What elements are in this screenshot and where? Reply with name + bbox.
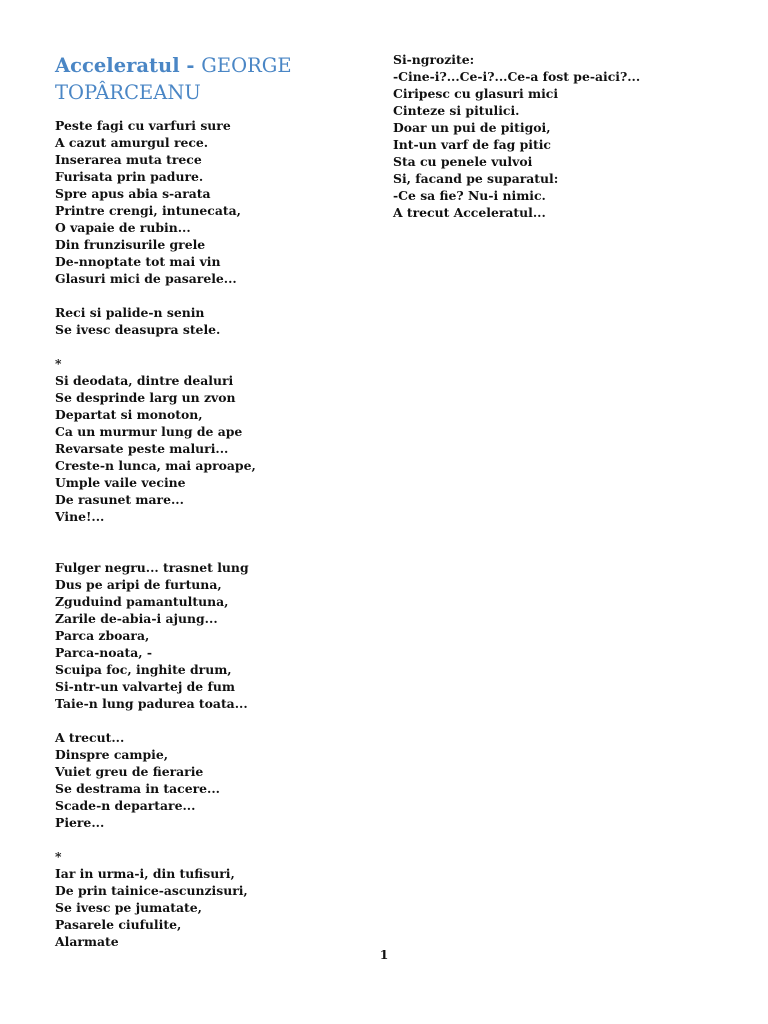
poem-line: A trecut... — [55, 730, 125, 745]
poem-line: Umple vaile vecine — [55, 475, 186, 490]
page-number: 1 — [379, 947, 389, 962]
poem-line: Parca zboara, — [55, 628, 150, 643]
poem-line: Iar in urma-i, din tufisuri, — [55, 866, 235, 881]
poem-line: A trecut Acceleratul... — [393, 205, 546, 220]
poem-line: Int-un varf de fag pitic — [393, 137, 551, 152]
poem-line: Zarile de-abia-i ajung... — [55, 611, 218, 626]
poem-line: Printre crengi, intunecata, — [55, 203, 241, 218]
poem-line: Reci si palide-n senin — [55, 305, 205, 320]
poem-line: Spre apus abia s-arata — [55, 186, 211, 201]
page-title — [55, 52, 355, 106]
poem-line: Scade-n departare... — [55, 798, 196, 813]
poem-line: Se desprinde larg un zvon — [55, 390, 236, 405]
poem-line: Glasuri mici de pasarele... — [55, 271, 237, 286]
poem-line: Parca-noata, - — [55, 645, 153, 660]
poem-line: Vine!... — [55, 509, 105, 524]
poem-line: Si deodata, dintre dealuri — [55, 373, 234, 388]
poem-line — [55, 338, 256, 355]
poem-line: Alarmate — [55, 934, 119, 949]
poem-line: De prin tainice-ascunzisuri, — [55, 883, 248, 898]
poem-column-right — [393, 51, 640, 221]
poem-column-left — [55, 117, 256, 950]
poem-line — [55, 712, 256, 729]
poem-line: Sta cu penele vulvoi — [393, 154, 533, 169]
poem-line: De-nnoptate tot mai vin — [55, 254, 221, 269]
poem-line: Departat si monoton, — [55, 407, 203, 422]
poem-line: Pasarele ciufulite, — [55, 917, 182, 932]
poem-line: Ciripesc cu glasuri mici — [393, 86, 559, 101]
poem-line: Si, facand pe suparatul: — [393, 171, 559, 186]
poem-line: Furisata prin padure. — [55, 169, 204, 184]
poem-line — [55, 287, 256, 304]
poem-line: Piere... — [55, 815, 105, 830]
poem-line: -Ce sa fie? Nu-i nimic. — [393, 188, 546, 203]
poem-line: Scuipa foc, inghite drum, — [55, 662, 232, 677]
poem-line — [55, 525, 256, 542]
poem-line: * — [55, 356, 62, 371]
poem-line: Se ivesc pe jumatate, — [55, 900, 202, 915]
poem-line: Se destrama in tacere... — [55, 781, 220, 796]
poem-line: Taie-n lung padurea toata... — [55, 696, 248, 711]
poem-line: Inserarea muta trece — [55, 152, 202, 167]
poem-line: Dus pe aripi de furtuna, — [55, 577, 222, 592]
poem-line: Zguduind pamantultuna, — [55, 594, 229, 609]
poem-line: Si-ngrozite: — [393, 52, 475, 67]
poem-line — [55, 542, 256, 559]
title-separator: - — [179, 54, 202, 77]
poem-line: * — [55, 849, 62, 864]
poem-line: Dinspre campie, — [55, 747, 169, 762]
poem-line: Creste-n lunca, mai aproape, — [55, 458, 256, 473]
poem-line — [55, 831, 256, 848]
poem-line: Vuiet greu de fierarie — [55, 764, 204, 779]
poem-line: Ca un murmur lung de ape — [55, 424, 243, 439]
poem-line: Doar un pui de pitigoi, — [393, 120, 551, 135]
poem-line: Din frunzisurile grele — [55, 237, 206, 252]
poem-line: Si-ntr-un valvartej de fum — [55, 679, 235, 694]
poem-line: De rasunet mare... — [55, 492, 184, 507]
poem-line: Se ivesc deasupra stele. — [55, 322, 221, 337]
poem-line: Cinteze si pitulici. — [393, 103, 520, 118]
title-author: GEORGE TOPÂRCEANU — [55, 54, 292, 104]
poem-line: O vapaie de rubin... — [55, 220, 191, 235]
poem-line: -Cine-i?...Ce-i?...Ce-a fost pe-aici?... — [393, 69, 641, 84]
poem-line: A cazut amurgul rece. — [55, 135, 209, 150]
poem-line: Fulger negru... trasnet lung — [55, 560, 249, 575]
poem-line: Revarsate peste maluri... — [55, 441, 229, 456]
poem-line: Peste fagi cu varfuri sure — [55, 118, 231, 133]
title-main: Acceleratul — [55, 54, 180, 77]
